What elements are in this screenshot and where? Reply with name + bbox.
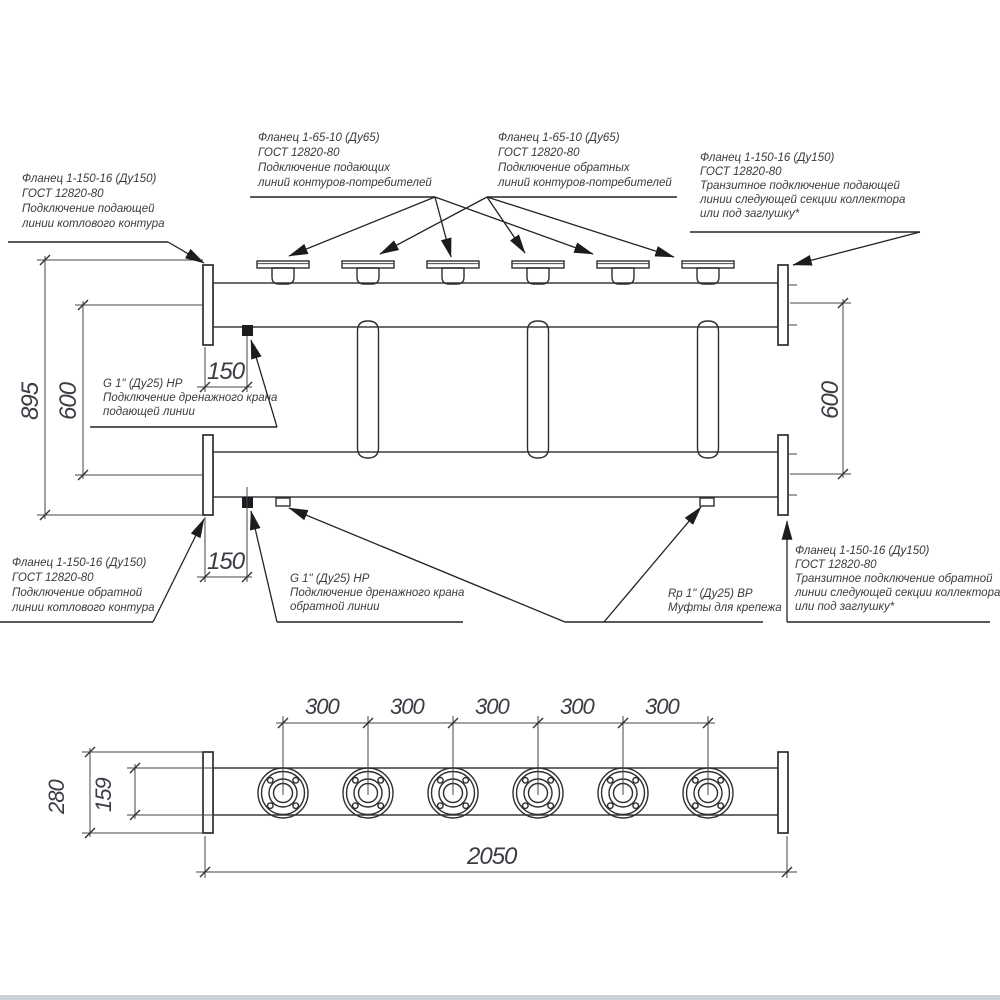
label-return-branches — [497, 132, 672, 189]
dim-2050 — [196, 836, 797, 878]
svg-text:линии котлового контура: линии котлового контура — [22, 218, 165, 230]
svg-text:Подключение подающих: Подключение подающих — [258, 162, 390, 174]
dim-600-left: 600 — [55, 382, 82, 420]
svg-text:2050: 2050 — [467, 843, 517, 870]
svg-text:Транзитное подключение обратно: Транзитное подключение обратной — [795, 573, 993, 585]
dim-300-3: 300 — [475, 694, 509, 719]
svg-text:ГОСТ 12820-80: ГОСТ 12820-80 — [498, 147, 580, 159]
flange-left-supply — [203, 265, 213, 345]
svg-text:280: 280 — [44, 780, 69, 814]
flange-left-return — [203, 435, 213, 515]
return-pipe — [213, 452, 778, 497]
svg-text:Фланец 1-150-16 (Ду150): Фланец 1-150-16 (Ду150) — [700, 152, 835, 164]
svg-text:ГОСТ 12820-80: ГОСТ 12820-80 — [795, 559, 877, 571]
branch-flange — [682, 261, 734, 284]
svg-text:Подключение дренажного крана: Подключение дренажного крана — [290, 587, 465, 599]
supply-pipe — [213, 283, 778, 327]
front-view — [203, 261, 797, 515]
branch-flange — [597, 261, 649, 284]
branch-flange — [257, 261, 309, 284]
dim-280 — [44, 747, 203, 838]
branch-flange — [342, 261, 394, 284]
svg-text:G 1" (Ду25) НР: G 1" (Ду25) НР — [103, 378, 183, 390]
svg-text:Фланец 1-150-16 (Ду150): Фланец 1-150-16 (Ду150) — [795, 545, 930, 557]
dim-300-5: 300 — [645, 694, 679, 719]
drain-tap-supply — [242, 325, 253, 336]
svg-text:Фланец 1-65-10 (Ду65): Фланец 1-65-10 (Ду65) — [498, 132, 620, 144]
svg-text:Подключение подающей: Подключение подающей — [22, 203, 155, 215]
branch-flange — [427, 261, 479, 284]
svg-text:ГОСТ 12820-80: ГОСТ 12820-80 — [12, 572, 94, 584]
annotations — [11, 132, 1000, 614]
svg-text:линий контуров-потребителей: линий контуров-потребителей — [498, 177, 672, 189]
svg-text:линий контуров-потребителей: линий контуров-потребителей — [258, 177, 432, 189]
label-mufta — [668, 588, 782, 614]
mufta-right — [700, 498, 714, 506]
svg-text:линии котлового контура: линии котлового контура — [12, 602, 155, 614]
plan-flange-left — [203, 752, 213, 833]
label-top-right — [699, 152, 905, 220]
svg-text:Подключение обратной: Подключение обратной — [12, 587, 143, 599]
svg-text:159: 159 — [91, 778, 116, 812]
end-flanges — [203, 265, 797, 515]
svg-text:Rp 1" (Ду25) ВР: Rp 1" (Ду25) ВР — [668, 588, 753, 600]
label-drain-return — [290, 573, 464, 613]
label-supply-branches — [257, 132, 432, 189]
branch-flanges — [257, 261, 734, 284]
label-top-left — [21, 173, 165, 230]
dim-150-top: 150 — [207, 358, 245, 385]
plan-branch-circles — [258, 768, 733, 818]
svg-text:G 1" (Ду25) НР: G 1" (Ду25) НР — [290, 573, 370, 585]
svg-text:ГОСТ 12820-80: ГОСТ 12820-80 — [258, 147, 340, 159]
label-bottom-left — [11, 557, 155, 614]
svg-text:ГОСТ 12820-80: ГОСТ 12820-80 — [22, 188, 104, 200]
svg-text:Транзитное подключение подающе: Транзитное подключение подающей — [700, 180, 900, 192]
svg-text:ГОСТ 12820-80: ГОСТ 12820-80 — [700, 166, 782, 178]
dim-150-bottom: 150 — [207, 548, 245, 575]
svg-text:линии следующей секции коллект: линии следующей секции коллектора — [795, 587, 1000, 599]
flange-right-return — [778, 435, 788, 515]
svg-text:Фланец 1-65-10 (Ду65): Фланец 1-65-10 (Ду65) — [258, 132, 380, 144]
plan-view — [44, 694, 797, 878]
plan-flange-right — [778, 752, 788, 833]
dim-159 — [91, 763, 213, 820]
svg-text:обратной линии: обратной линии — [290, 601, 380, 613]
label-bottom-right — [794, 545, 1000, 613]
svg-text:линии следующей секции коллект: линии следующей секции коллектора — [700, 194, 906, 206]
scrollbar[interactable] — [0, 995, 1000, 1000]
front-view-dimensions — [17, 255, 851, 582]
dim-895: 895 — [17, 382, 44, 420]
svg-text:или под заглушку*: или под заглушку* — [700, 208, 800, 220]
dim-300-2: 300 — [390, 694, 424, 719]
svg-text:подающей линии: подающей линии — [103, 406, 195, 418]
label-drain-supply — [103, 378, 277, 418]
svg-text:Подключение обратных: Подключение обратных — [498, 162, 630, 174]
svg-text:Муфты для крепежа: Муфты для крепежа — [668, 602, 782, 614]
dim-300-chain — [276, 694, 715, 728]
flange-right-supply — [778, 265, 788, 345]
svg-text:или под заглушку*: или под заглушку* — [795, 601, 895, 613]
dim-300-1: 300 — [305, 694, 339, 719]
mufta-left — [276, 498, 290, 506]
connector-pipes — [358, 321, 719, 458]
dim-600-right: 600 — [817, 381, 844, 419]
branch-flange — [512, 261, 564, 284]
svg-text:Подключение дренажного крана: Подключение дренажного крана — [103, 392, 278, 404]
dim-300-4: 300 — [560, 694, 594, 719]
svg-text:Фланец 1-150-16 (Ду150): Фланец 1-150-16 (Ду150) — [22, 173, 157, 185]
svg-text:Фланец 1-150-16 (Ду150): Фланец 1-150-16 (Ду150) — [12, 557, 147, 569]
